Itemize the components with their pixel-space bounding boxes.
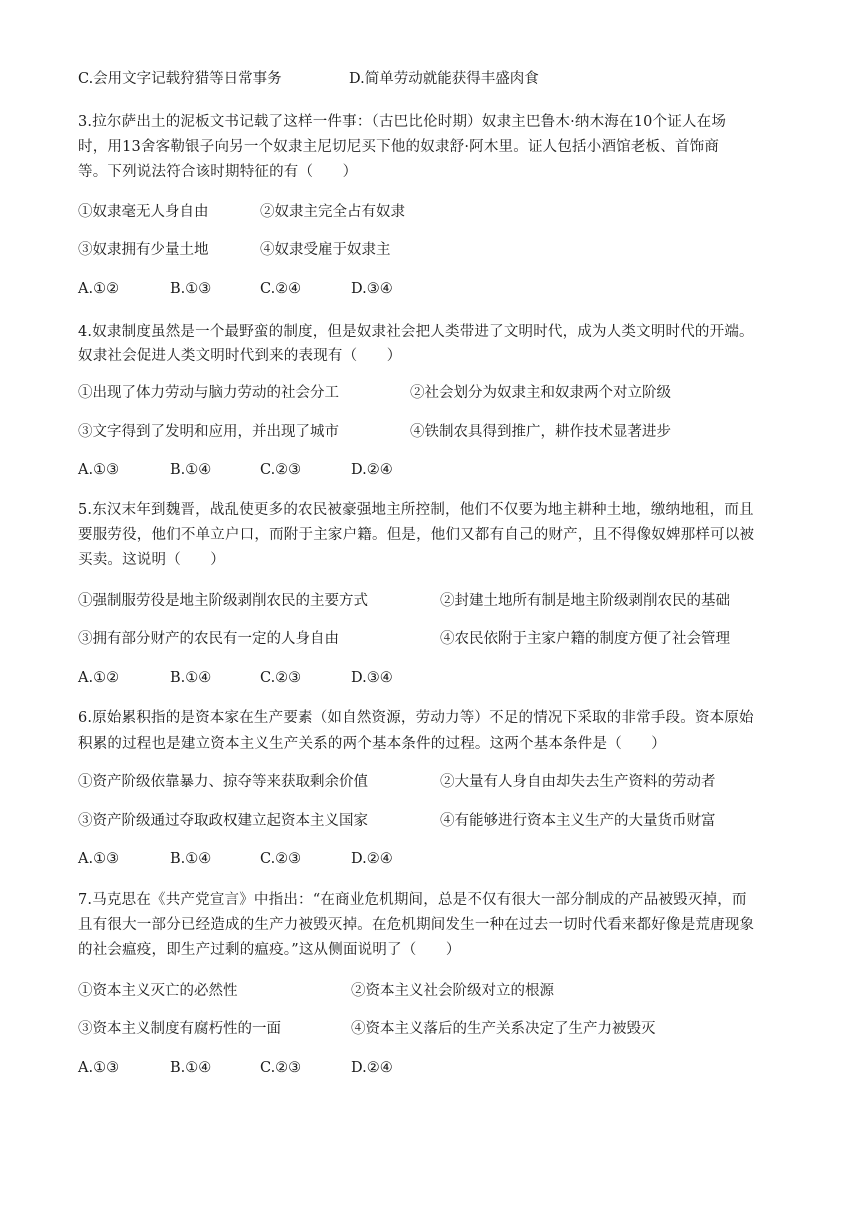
statement-2: ②资本主义社会阶级对立的根源 <box>351 983 554 999</box>
choice-a: A.①③ <box>78 851 120 867</box>
choice-a: A.①③ <box>78 462 120 478</box>
statement-1: ①资本主义灭亡的必然性 <box>78 983 238 999</box>
option-d: D.简单劳动就能获得丰盛肉食 <box>349 71 539 87</box>
question-stem-line: 的社会瘟疫，即生产过剩的瘟疫。”这从侧面说明了（ ） <box>78 942 461 958</box>
statement-3: ③拥有部分财产的农民有一定的人身自由 <box>78 631 339 647</box>
choice-a: A.①③ <box>78 1060 120 1076</box>
choice-b: B.①④ <box>170 851 212 867</box>
question-stem-line: 等。下列说法符合该时期特征的有（ ） <box>78 164 358 180</box>
choice-b: B.①④ <box>170 670 212 686</box>
choice-c: C.②③ <box>260 1060 302 1076</box>
statement-3: ③奴隶拥有少量土地 <box>78 242 209 258</box>
question-stem-line: 要服劳役，他们不单立户口，而附于主家户籍。但是，他们又都有自己的财产，且不得像奴婢那样可以被 <box>78 527 755 543</box>
question-stem-line: 时，用13舍客勒银子向另一个奴隶主尼切尼买下他的奴隶舒·阿木里。证人包括小酒馆老板、首饰商 <box>78 139 720 155</box>
question-stem-line: 买卖。这说明（ ） <box>78 552 225 568</box>
question-stem-line: 积累的过程也是建立资本主义生产关系的两个基本条件的过程。这两个基本条件是（ ） <box>78 736 666 752</box>
choice-b: B.①④ <box>170 462 212 478</box>
statement-4: ④有能够进行资本主义生产的大量货币财富 <box>440 813 716 829</box>
choice-d: D.②④ <box>351 851 393 867</box>
question-stem-line: 6.原始累积指的是资本家在生产要素（如自然资源，劳动力等）不足的情况下采取的非常手段。资本原始 <box>78 710 754 726</box>
statement-3: ③资本主义制度有腐朽性的一面 <box>78 1021 281 1037</box>
choice-d: D.②④ <box>351 462 393 478</box>
statement-2: ②社会划分为奴隶主和奴隶两个对立阶级 <box>410 385 671 401</box>
choice-b: B.①④ <box>170 1060 212 1076</box>
statement-1: ①奴隶毫无人身自由 <box>78 204 209 220</box>
choice-a: A.①② <box>78 281 120 297</box>
question-stem-line: 7.马克思在《共产党宣言》中指出：“在商业危机期间，总是不仅有很大一部分制成的产品被毁灭掉，而 <box>78 892 747 908</box>
option-c: C.会用文字记载狩猎等日常事务 <box>78 71 282 87</box>
choice-a: A.①② <box>78 670 120 686</box>
choice-d: D.③④ <box>351 281 393 297</box>
statement-4: ④铁制农具得到推广，耕作技术显著进步 <box>410 424 671 440</box>
choice-c: C.②③ <box>260 670 302 686</box>
choice-c: C.②④ <box>260 281 302 297</box>
statement-2: ②奴隶主完全占有奴隶 <box>260 204 405 220</box>
choice-b: B.①③ <box>170 281 212 297</box>
statement-3: ③资产阶级通过夺取政权建立起资本主义国家 <box>78 813 368 829</box>
statement-2: ②大量有人身自由却失去生产资料的劳动者 <box>440 774 716 790</box>
statement-4: ④资本主义落后的生产关系决定了生产力被毁灭 <box>351 1021 656 1037</box>
statement-4: ④农民依附于主家户籍的制度方便了社会管理 <box>440 631 730 647</box>
statement-1: ①强制服劳役是地主阶级剥削农民的主要方式 <box>78 593 368 609</box>
question-stem-line: 且有很大一部分已经造成的生产力被毁灭掉。在危机期间发生一种在过去一切时代看来都好像是荒唐现象 <box>78 917 755 933</box>
question-stem-line: 3.拉尔萨出土的泥板文书记载了这样一件事：（古巴比伦时期）奴隶主巴鲁木·纳木海在10个证人在场 <box>78 114 727 130</box>
statement-2: ②封建土地所有制是地主阶级剥削农民的基础 <box>440 593 730 609</box>
statement-1: ①资产阶级依靠暴力、掠夺等来获取剩余价值 <box>78 774 368 790</box>
question-stem-line: 4.奴隶制度虽然是一个最野蛮的制度，但是奴隶社会把人类带进了文明时代，成为人类文明时代的开端。 <box>78 324 754 340</box>
question-stem-line: 5.东汉末年到魏晋，战乱使更多的农民被豪强地主所控制，他们不仅要为地主耕种土地，缴纳地租，而且 <box>78 502 754 518</box>
statement-4: ④奴隶受雇于奴隶主 <box>260 242 391 258</box>
choice-c: C.②③ <box>260 462 302 478</box>
statement-3: ③文字得到了发明和应用，并出现了城市 <box>78 424 339 440</box>
statement-1: ①出现了体力劳动与脑力劳动的社会分工 <box>78 385 339 401</box>
choice-d: D.③④ <box>351 670 393 686</box>
question-stem-line: 奴隶社会促进人类文明时代到来的表现有（ ） <box>78 348 402 364</box>
choice-d: D.②④ <box>351 1060 393 1076</box>
choice-c: C.②③ <box>260 851 302 867</box>
